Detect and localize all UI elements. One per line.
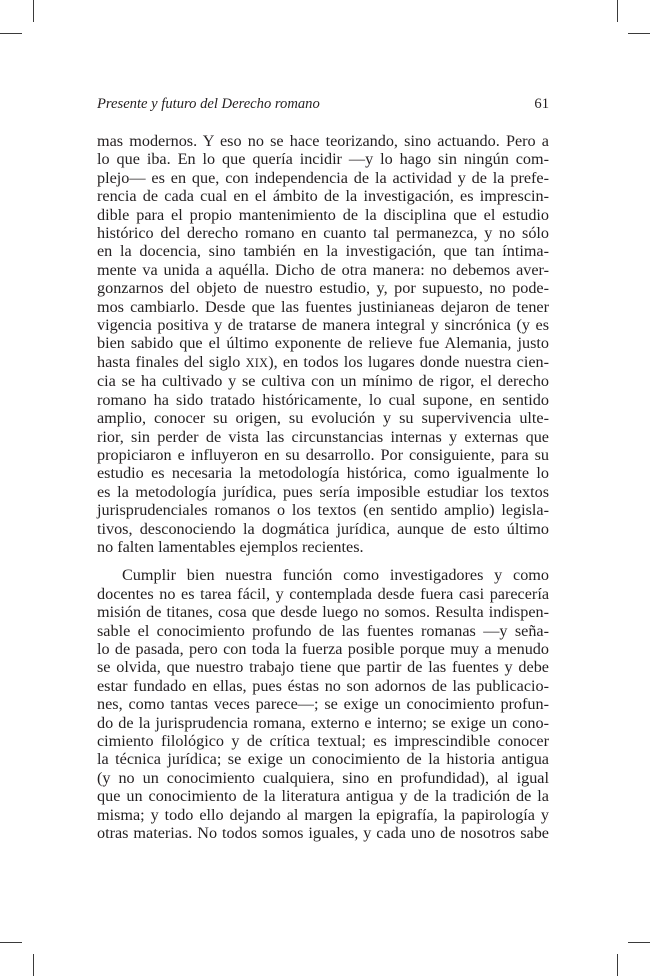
text-line: mente va unida a aquélla. Dicho de otra manera: no debemos aver- [97, 260, 549, 279]
running-title: Presente y futuro del Derecho romano [97, 96, 320, 112]
text-line: se olvida, que nuestro trabajo tiene que partir de las fuentes y debe [97, 658, 549, 677]
text-line: docentes no es tarea fácil, y contemplada desde fuera casi parecería [97, 584, 549, 603]
text-line: misma; y todo ello dejando al margen la epigrafía, la papirología y [97, 805, 549, 824]
paragraph-1 [97, 132, 549, 556]
text-line: lo que iba. En lo que quería incidir —y lo hago sin ningún com- [97, 150, 549, 169]
crop-mark-top-right-horizontal [628, 33, 650, 34]
text-line: rior, sin perder de vista las circunstancias internas y externas que [97, 427, 549, 446]
text-line: es la metodología jurídica, pues sería imposible estudiar los textos [97, 482, 549, 501]
text-segment: ), en todos los lugares donde nuestra cien- [268, 352, 549, 371]
text-line: nes, como tantas veces parece—; se exige un conocimiento profun- [97, 695, 549, 714]
text-line: cia se ha cultivado y se cultiva con un mínimo de rigor, el derecho [97, 372, 549, 391]
crop-mark-bottom-right-horizontal [628, 942, 650, 943]
text-line: cimiento filológico y de crítica textual; es imprescindible conocer [97, 732, 549, 750]
text-line: tivos, desconociendo la dogmática jurídica, aunque de esto último [97, 519, 549, 538]
body-text [97, 132, 549, 842]
text-segment: hasta finales del siglo [97, 352, 246, 371]
text-line: gonzarnos del objeto de nuestro estudio, y, por supuesto, no pode- [97, 279, 549, 298]
page-number: 61 [534, 96, 549, 112]
text-line: vigencia positiva y de tratarse de manera integral y sincrónica (y es [97, 316, 549, 335]
crop-mark-top-left-horizontal [0, 33, 22, 34]
text-line: dible para el propio mantenimiento de la disciplina que el estudio [97, 205, 549, 224]
text-line: misión de titanes, cosa que desde luego no somos. Resulta indispen- [97, 603, 549, 622]
small-caps-numeral: XIX [245, 355, 269, 370]
text-line: mas modernos. Y eso no se hace teorizando, sino actuando. Pero a [97, 132, 549, 150]
text-line: estudio es necesaria la metodología histórica, como igualmente lo [97, 464, 549, 483]
running-head [97, 95, 549, 113]
text-line: otras materias. No todos somos iguales, y cada uno de nosotros sabe [97, 824, 549, 843]
text-line: do de la jurisprudencia romana, externo e interno; se exige un cono- [97, 713, 549, 732]
text-line: romano ha sido tratado históricamente, lo cual supone, en sentido [97, 390, 549, 409]
text-line: propiciaron e influyeron en su desarrollo. Por consiguiente, para su [97, 445, 549, 464]
text-line: sable el conocimiento profundo de las fuentes romanas —y seña- [97, 621, 549, 640]
text-line: plejo— es en que, con independencia de la actividad y de la prefe- [97, 168, 549, 187]
text-line: la técnica jurídica; se exige un conocimiento de la historia antigua [97, 750, 549, 769]
text-line: en la docencia, sino también en la investigación, que tan íntima- [97, 242, 549, 261]
text-line: jurisprudenciales romanos o los textos (en sentido amplio) legisla- [97, 501, 549, 520]
text-line: Cumplir bien nuestra función como investigadores y como [122, 566, 549, 585]
crop-mark-bottom-right-vertical [617, 954, 618, 976]
crop-mark-top-right-vertical [617, 0, 618, 22]
text-line: bien sabido que el último exponente de relieve fue Alemania, justo [97, 334, 549, 353]
text-line: que un conocimiento de la literatura antigua y de la tradición de la [97, 787, 549, 806]
crop-mark-bottom-left-horizontal [0, 942, 22, 943]
text-line: histórico del derecho romano en cuanto tal permanezca, y no sólo [97, 224, 549, 243]
text-line: no falten lamentables ejemplos recientes. [97, 537, 364, 556]
text-line: estar fundado en ellas, pues éstas no son adornos de las publicacio- [97, 676, 549, 695]
text-line: mos cambiarlo. Desde que las fuentes justinianeas dejaron de tener [97, 297, 549, 316]
text-line: amplio, conocer su origen, su evolución y su supervivencia ulte- [97, 409, 549, 428]
text-line [97, 353, 549, 372]
paragraph-2 [97, 566, 549, 842]
text-line: rencia de cada cual en el ámbito de la investigación, es imprescin- [97, 187, 549, 206]
text-line: lo de pasada, pero con toda la fuerza posible porque muy a menudo [97, 639, 549, 658]
crop-mark-top-left-vertical [33, 0, 34, 22]
text-line: (y no un conocimiento cualquiera, sino en profundidad), al igual [97, 768, 549, 787]
crop-mark-bottom-left-vertical [33, 954, 34, 976]
